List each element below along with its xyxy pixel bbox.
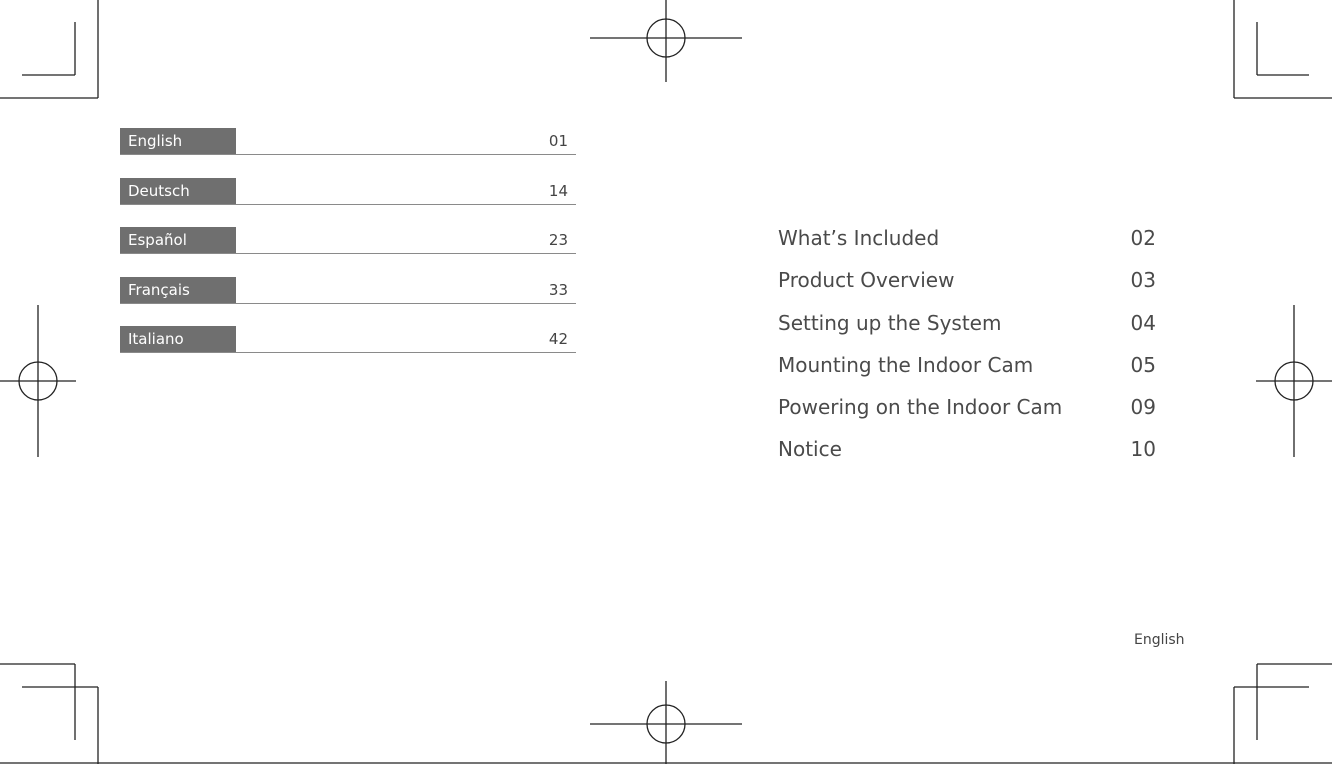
language-row-francais[interactable]: [120, 277, 576, 304]
language-page-number: 01: [548, 132, 568, 150]
toc-item-mounting[interactable]: [778, 350, 1156, 380]
language-label: English: [120, 128, 236, 154]
toc-item-whats-included[interactable]: [778, 223, 1156, 253]
toc-page-number: 04: [1130, 311, 1156, 335]
language-label: Français: [120, 277, 236, 303]
toc-item-setting-up[interactable]: [778, 308, 1156, 338]
toc-title: Notice: [778, 437, 842, 461]
language-page-number: 23: [548, 231, 568, 249]
toc-item-notice[interactable]: [778, 434, 1156, 464]
toc-page-number: 09: [1130, 395, 1156, 419]
toc-title: Mounting the Indoor Cam: [778, 353, 1034, 377]
language-row-english[interactable]: [120, 128, 576, 155]
toc-item-powering-on[interactable]: [778, 392, 1156, 422]
toc-item-product-overview[interactable]: [778, 265, 1156, 295]
toc-page-number: 05: [1130, 353, 1156, 377]
language-page-number: 33: [548, 281, 568, 299]
language-label: Deutsch: [120, 178, 236, 204]
toc-page-number: 10: [1130, 437, 1156, 461]
toc-title: Product Overview: [778, 268, 955, 292]
toc-title: Powering on the Indoor Cam: [778, 395, 1063, 419]
language-page-number: 14: [548, 182, 568, 200]
language-page-number: 42: [548, 330, 568, 348]
footer-language-label: English: [1134, 632, 1185, 648]
language-row-espanol[interactable]: [120, 227, 576, 254]
toc-title: Setting up the System: [778, 311, 1002, 335]
toc-title: What’s Included: [778, 226, 940, 250]
toc-page-number: 03: [1130, 268, 1156, 292]
language-label: Español: [120, 227, 236, 253]
toc-page-number: 02: [1130, 226, 1156, 250]
language-row-deutsch[interactable]: [120, 178, 576, 205]
language-row-italiano[interactable]: [120, 326, 576, 353]
language-label: Italiano: [120, 326, 236, 352]
